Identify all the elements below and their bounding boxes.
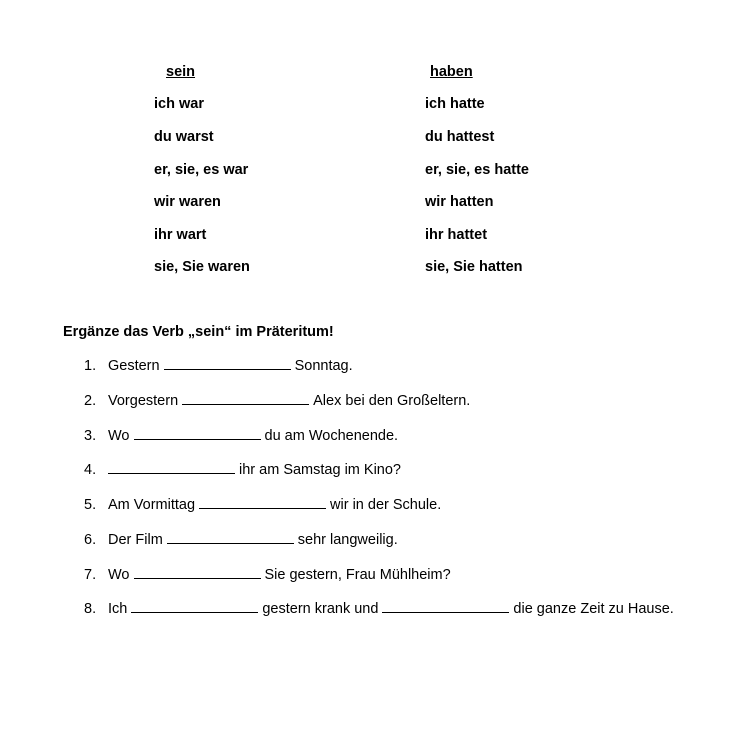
fill-in-blank[interactable] <box>164 368 291 370</box>
exercise-text-after: Sonntag. <box>294 358 353 374</box>
exercise-text-after: ihr am Samstag im Kino? <box>239 462 401 478</box>
sein-heading: sein <box>166 64 196 80</box>
exercise-text-after: die ganze Zeit zu Hause. <box>513 601 674 617</box>
exercise-text-before: Vorgestern <box>108 393 179 409</box>
exercise-text-after: Sie gestern, Frau Mühlheim? <box>264 567 451 583</box>
exercise-number: 8. <box>84 601 97 617</box>
exercise-text-before: Gestern <box>108 358 160 374</box>
fill-in-blank[interactable] <box>134 577 261 579</box>
sein-form: sie, Sie waren <box>154 259 250 275</box>
fill-in-blank[interactable] <box>167 542 294 544</box>
haben-heading: haben <box>430 64 473 80</box>
haben-form: du hattest <box>425 129 495 145</box>
exercise-number: 5. <box>84 497 97 513</box>
exercise-number: 7. <box>84 567 97 583</box>
fill-in-blank[interactable] <box>134 438 261 440</box>
sein-form: er, sie, es war <box>154 162 249 178</box>
exercise-number: 4. <box>84 462 97 478</box>
exercise-text-after: du am Wochenende. <box>264 428 399 444</box>
fill-in-blank[interactable] <box>131 611 258 613</box>
haben-form: er, sie, es hatte <box>425 162 529 178</box>
haben-form: ich hatte <box>425 96 485 112</box>
exercise-number: 2. <box>84 393 97 409</box>
exercise-text-middle: gestern krank und <box>262 601 379 617</box>
exercise-number: 1. <box>84 358 97 374</box>
haben-form: sie, Sie hatten <box>425 259 523 275</box>
exercise-text-before: Am Vormittag <box>108 497 196 513</box>
exercise-number: 3. <box>84 428 97 444</box>
exercise-text-before: Der Film <box>108 532 163 548</box>
fill-in-blank[interactable] <box>182 403 309 405</box>
exercise-number: 6. <box>84 532 97 548</box>
sein-form: ihr wart <box>154 227 207 243</box>
exercise-text-before: Wo <box>108 567 130 583</box>
exercise-instruction: Ergänze das Verb „sein“ im Präteritum! <box>63 324 334 340</box>
exercise-text-after: sehr langweilig. <box>297 532 398 548</box>
exercise-text-after: Alex bei den Großeltern. <box>313 393 471 409</box>
haben-form: ihr hattet <box>425 227 488 243</box>
haben-form: wir hatten <box>425 194 494 210</box>
sein-form: wir waren <box>154 194 221 210</box>
exercise-text-before: Ich <box>108 601 128 617</box>
exercise-text-after: wir in der Schule. <box>330 497 442 513</box>
fill-in-blank[interactable] <box>382 611 509 613</box>
exercise-text-before: Wo <box>108 428 130 444</box>
fill-in-blank[interactable] <box>108 472 235 474</box>
fill-in-blank[interactable] <box>199 507 326 509</box>
sein-form: ich war <box>154 96 204 112</box>
sein-form: du warst <box>154 129 214 145</box>
